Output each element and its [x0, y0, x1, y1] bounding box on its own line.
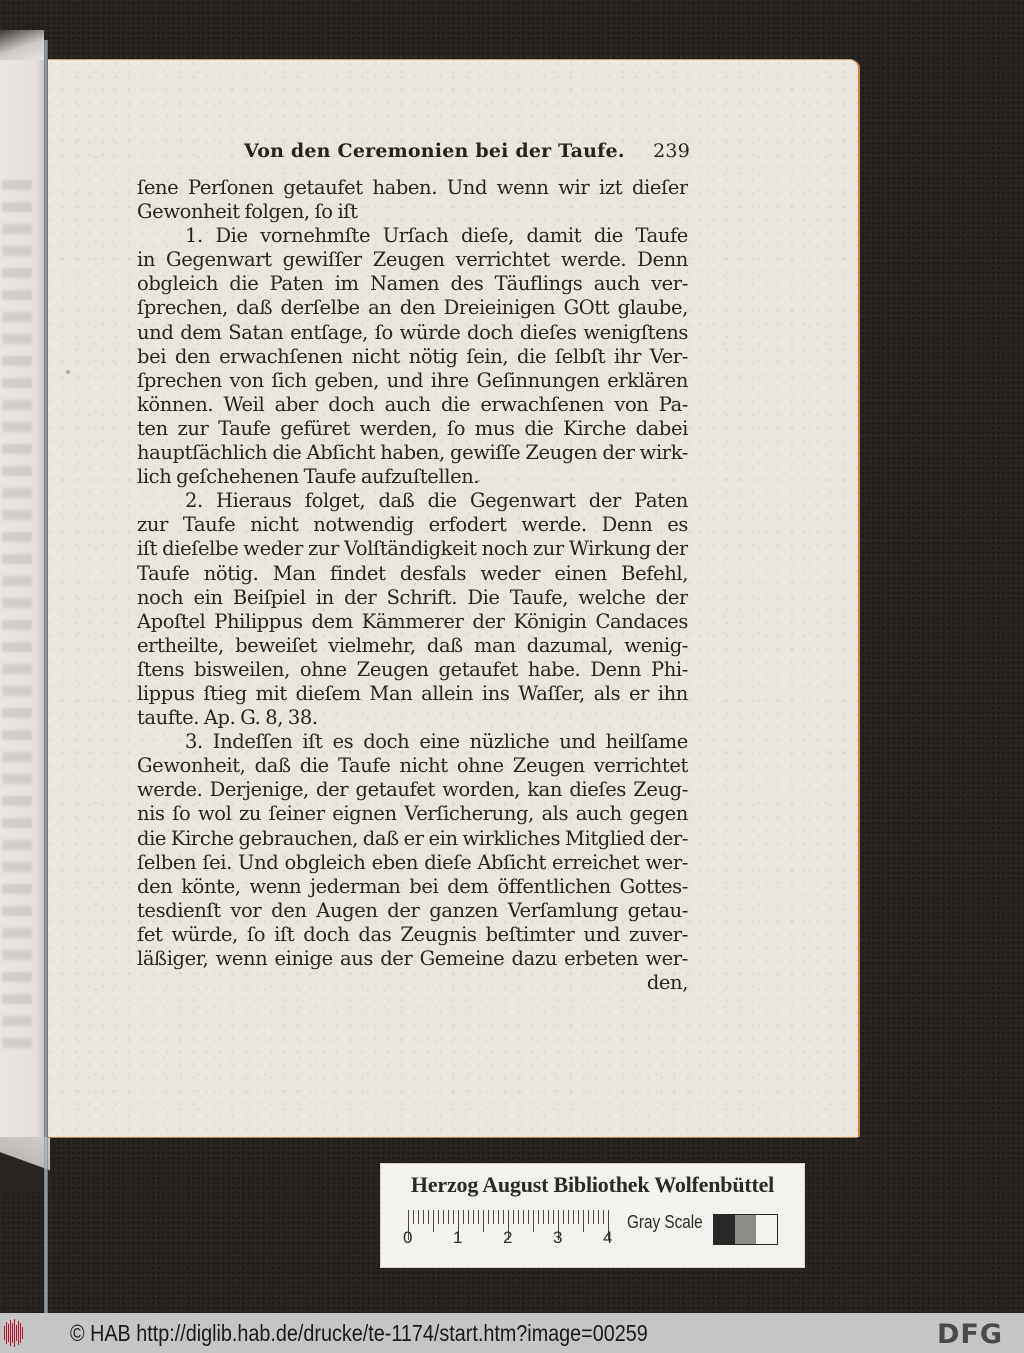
left-page-edge-bottom — [0, 1137, 50, 1192]
text-line: und dem Satan entſage, ſo würde doch dieſes wenigſtens — [137, 320, 688, 344]
running-head-title: Von den Ceremonien bei der Taufe. — [244, 140, 625, 162]
ruler-tick — [493, 1210, 494, 1224]
text-line: Gewonheit, daß die Taufe nicht ohne Zeugen verrichtet — [137, 754, 688, 778]
ruler-tick — [578, 1210, 579, 1224]
copyright-link[interactable]: © HAB http://diglib.hab.de/drucke/te-1174/start.htm?image=00259 — [70, 1319, 648, 1346]
paper-speck — [66, 370, 70, 374]
text-line: werde. Derjenige, der getaufet worden, kan dieſes Zeug- — [137, 778, 688, 802]
left-page-edge-top — [0, 30, 44, 60]
ruler-tick — [588, 1210, 589, 1224]
ruler-label-3: 3 — [553, 1228, 563, 1247]
ruler-tick — [463, 1210, 464, 1224]
ruler-tick — [423, 1210, 424, 1224]
text-line: noch ein Beiſpiel in der Schrift. Die Taufe, welche der — [137, 585, 688, 609]
text-line: ſene Perſonen getaufet haben. Und wenn wir izt dieſer — [137, 176, 688, 199]
ruler-tick — [598, 1210, 599, 1224]
text-line: in Gegenwart gewiſſer Zeugen verrichtet werde. Denn — [137, 248, 688, 272]
ruler-tick — [603, 1210, 604, 1224]
ruler-tick — [568, 1210, 569, 1224]
ruler-tick — [573, 1210, 574, 1224]
text-line: 3. Indeſſen iſt es doch eine nüzliche und heilſame — [185, 730, 688, 754]
text-line: ſprechen von ſich geben, und ihre Geſinnungen erklären — [137, 368, 688, 392]
ruler-tick — [473, 1210, 474, 1224]
ruler-tick — [593, 1210, 594, 1224]
swatch-mid — [735, 1215, 756, 1244]
swatch-dark — [714, 1215, 735, 1244]
ruler-tick — [563, 1210, 564, 1224]
text-line: tesdienſt vor den Augen der ganzen Verſamlung getau- — [137, 898, 688, 922]
ruler-label-4: 4 — [603, 1228, 613, 1247]
library-name: Herzog August Bibliothek Wolfenbüttel — [410, 1172, 775, 1197]
ruler-tick — [538, 1210, 539, 1224]
text-line: zur Taufe nicht notwendig erfodert werde. Denn es — [137, 513, 688, 537]
ruler-tick — [478, 1210, 479, 1224]
ruler-tick — [528, 1210, 529, 1224]
page-number: 239 — [653, 140, 690, 162]
ruler-label-0: 0 — [403, 1228, 413, 1247]
previous-page-edge — [0, 60, 44, 1140]
ruler-tick — [433, 1210, 434, 1232]
swatch-light — [756, 1215, 777, 1244]
text-line: obgleich die Paten im Namen des Täuflings auch ver- — [137, 272, 688, 296]
text-line: iſt dieſelbe weder zur Volſtändigkeit noch zur Wirkung der — [137, 537, 688, 561]
gray-scale-label: Gray Scale — [627, 1212, 703, 1232]
ruler-tick — [523, 1210, 524, 1224]
ruler-tick — [413, 1210, 414, 1224]
text-line: Taufe nötig. Man findet desfals weder einen Befehl, — [137, 561, 688, 585]
ruler-tick — [468, 1210, 469, 1224]
text-line: fet würde, ſo iſt doch das Zeugnis beſtimter und zuver- — [137, 922, 688, 946]
dfg-logo-icon: DFG — [937, 1319, 1004, 1350]
ruler-label-2: 2 — [503, 1228, 513, 1247]
ruler-tick — [453, 1210, 454, 1224]
text-line: hauptſächlich die Abſicht haben, gewiſſe Zeugen der wirk- — [137, 441, 688, 465]
text-line: lippus ſtieg mit dieſem Man allein ins Waſſer, als er ihn — [137, 681, 688, 705]
ruler-tick — [428, 1210, 429, 1224]
ruler-tick — [448, 1210, 449, 1224]
ruler-tick — [418, 1210, 419, 1224]
text-line: läßiger, wenn einige aus der Gemeine dazu erbeten wer- — [137, 947, 688, 970]
ruler-tick — [483, 1210, 484, 1232]
text-line: ten zur Taufe gefüret werden, ſo mus die Kirche dabei — [137, 416, 688, 440]
hab-logo-icon — [4, 1319, 24, 1347]
text-line: Gewonheit folgen, ſo iſt — [137, 200, 358, 224]
gray-scale-swatches — [713, 1214, 778, 1245]
ruler-tick — [443, 1210, 444, 1224]
text-line: ſelben ſei. Und obgleich eben dieſe Abſicht erreichet wer- — [137, 850, 688, 874]
text-line: ſtens bisweilen, ohne Zeugen getaufet habe. Denn Phi- — [137, 657, 688, 681]
text-line: können. Weil aber doch auch die erwachſenen von Pa- — [137, 392, 688, 416]
ruler-tick — [543, 1210, 544, 1224]
text-line: ertheilte, beweiſet vielmehr, daß man dazumal, wenig- — [137, 633, 688, 657]
text-line: Apoſtel Philippus dem Kämmerer der Königin Candaces — [137, 609, 688, 633]
text-line: lich geſchehenen Taufe aufzuſtellen. — [137, 465, 480, 489]
body-text — [137, 176, 688, 995]
text-line: 2. Hieraus folget, daß die Gegenwart der Paten — [185, 489, 688, 513]
color-scale-card — [381, 1164, 804, 1267]
text-line: den könte, wenn jederman bei dem öffentlichen Gottes- — [137, 874, 688, 898]
ruler-tick — [518, 1210, 519, 1224]
text-line: ſprechen, daß derſelbe an den Dreieinigen GOtt glaube, — [137, 296, 688, 320]
ruler-tick — [513, 1210, 514, 1224]
ruler-tick — [438, 1210, 439, 1224]
ruler-tick — [553, 1210, 554, 1224]
ruler-tick — [533, 1210, 534, 1232]
text-line: taufte. Ap. G. 8, 38. — [137, 706, 318, 730]
ruler-label-1: 1 — [453, 1228, 463, 1247]
text-line: den, — [646, 971, 688, 995]
previous-page-bleed-text — [2, 180, 32, 1060]
ruler-tick — [583, 1210, 584, 1232]
running-head — [244, 140, 690, 166]
text-line: 1. Die vornehmſte Urſach dieſe, damit die Taufe — [185, 224, 688, 248]
text-line: nis ſo wol zu ſeiner eignen Verſicherung, als auch gegen — [137, 802, 688, 826]
viewer-footer — [0, 1313, 1024, 1353]
ruler-tick — [498, 1210, 499, 1224]
ruler-tick — [488, 1210, 489, 1224]
text-line: bei den erwachſenen nicht nötig ſein, die ſelbſt ihr Ver- — [137, 344, 688, 368]
ruler-tick — [548, 1210, 549, 1224]
ruler-tick — [503, 1210, 504, 1224]
text-line: die Kirche gebrauchen, daß er ein wirkliches Mitglied der- — [137, 826, 688, 850]
